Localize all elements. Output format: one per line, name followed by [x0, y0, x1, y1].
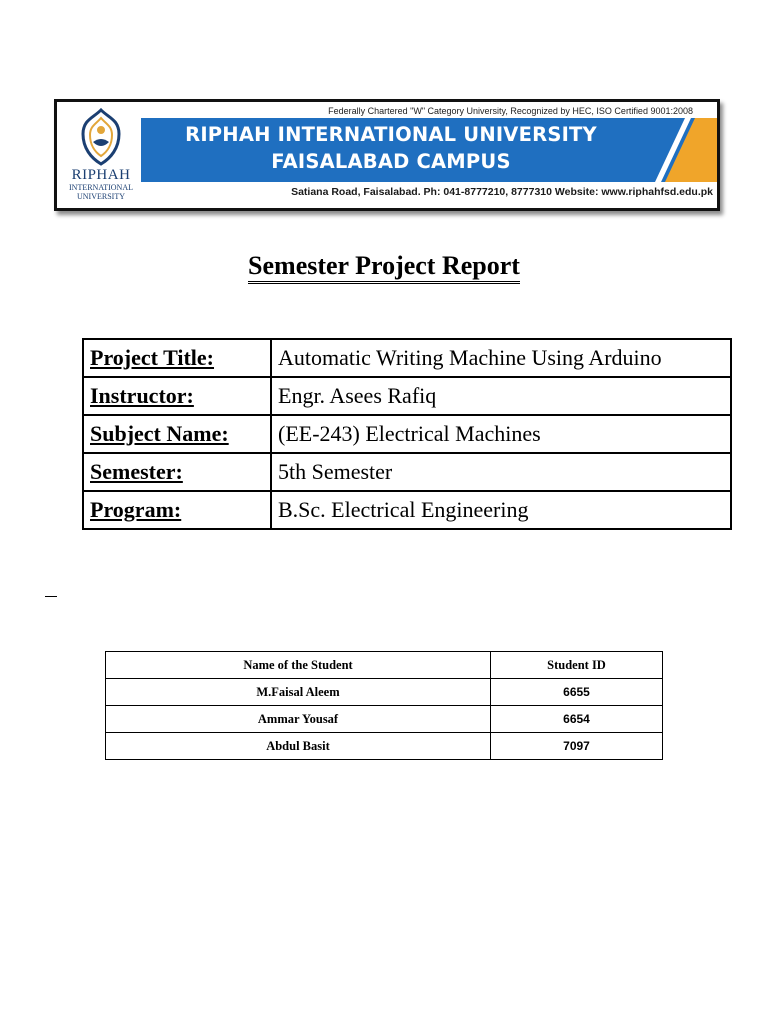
riphah-emblem-icon	[63, 108, 139, 168]
info-label: Instructor:	[83, 377, 271, 415]
info-value: (EE-243) Electrical Machines	[271, 415, 731, 453]
students-header-row	[106, 652, 663, 679]
info-row-subject	[83, 415, 731, 453]
student-name: Abdul Basit	[106, 733, 491, 760]
stray-underline-mark	[45, 596, 57, 597]
info-row-project-title	[83, 339, 731, 377]
column-header-id: Student ID	[491, 652, 663, 679]
table-row	[106, 679, 663, 706]
student-name: M.Faisal Aleem	[106, 679, 491, 706]
logo-line3: UNIVERSITY	[77, 192, 125, 201]
logo-line2: INTERNATIONAL	[69, 183, 133, 192]
report-title-text: Semester Project Report	[248, 251, 520, 284]
riphah-logo	[63, 108, 139, 204]
student-id: 7097	[491, 733, 663, 760]
logo-name: RIPHAH	[71, 167, 131, 183]
accreditation-line: Federally Chartered "W" Category University, Recognized by HEC, ISO Certified 9001:2008	[328, 106, 693, 116]
column-header-name: Name of the Student	[106, 652, 491, 679]
info-label: Semester:	[83, 453, 271, 491]
info-label: Project Title:	[83, 339, 271, 377]
info-row-program	[83, 491, 731, 529]
table-row	[106, 733, 663, 760]
info-value: Engr. Asees Rafiq	[271, 377, 731, 415]
table-row	[106, 706, 663, 733]
student-id: 6655	[491, 679, 663, 706]
banner-stripe-decoration	[655, 118, 717, 182]
university-name: RIPHAH INTERNATIONAL UNIVERSITY	[185, 123, 597, 146]
info-label: Program:	[83, 491, 271, 529]
info-value: Automatic Writing Machine Using Arduino	[271, 339, 731, 377]
student-name: Ammar Yousaf	[106, 706, 491, 733]
info-value: B.Sc. Electrical Engineering	[271, 491, 731, 529]
info-value: 5th Semester	[271, 453, 731, 491]
info-row-semester	[83, 453, 731, 491]
report-title	[0, 251, 768, 281]
student-id: 6654	[491, 706, 663, 733]
info-label: Subject Name:	[83, 415, 271, 453]
campus-name: FAISALABAD CAMPUS	[271, 150, 511, 173]
students-table	[105, 651, 663, 760]
university-banner	[54, 99, 720, 211]
project-info-table	[82, 338, 732, 530]
info-row-instructor	[83, 377, 731, 415]
contact-address: Satiana Road, Faisalabad. Ph: 041-8777210, 8777310 Website: www.riphahfsd.edu.pk	[291, 186, 713, 198]
